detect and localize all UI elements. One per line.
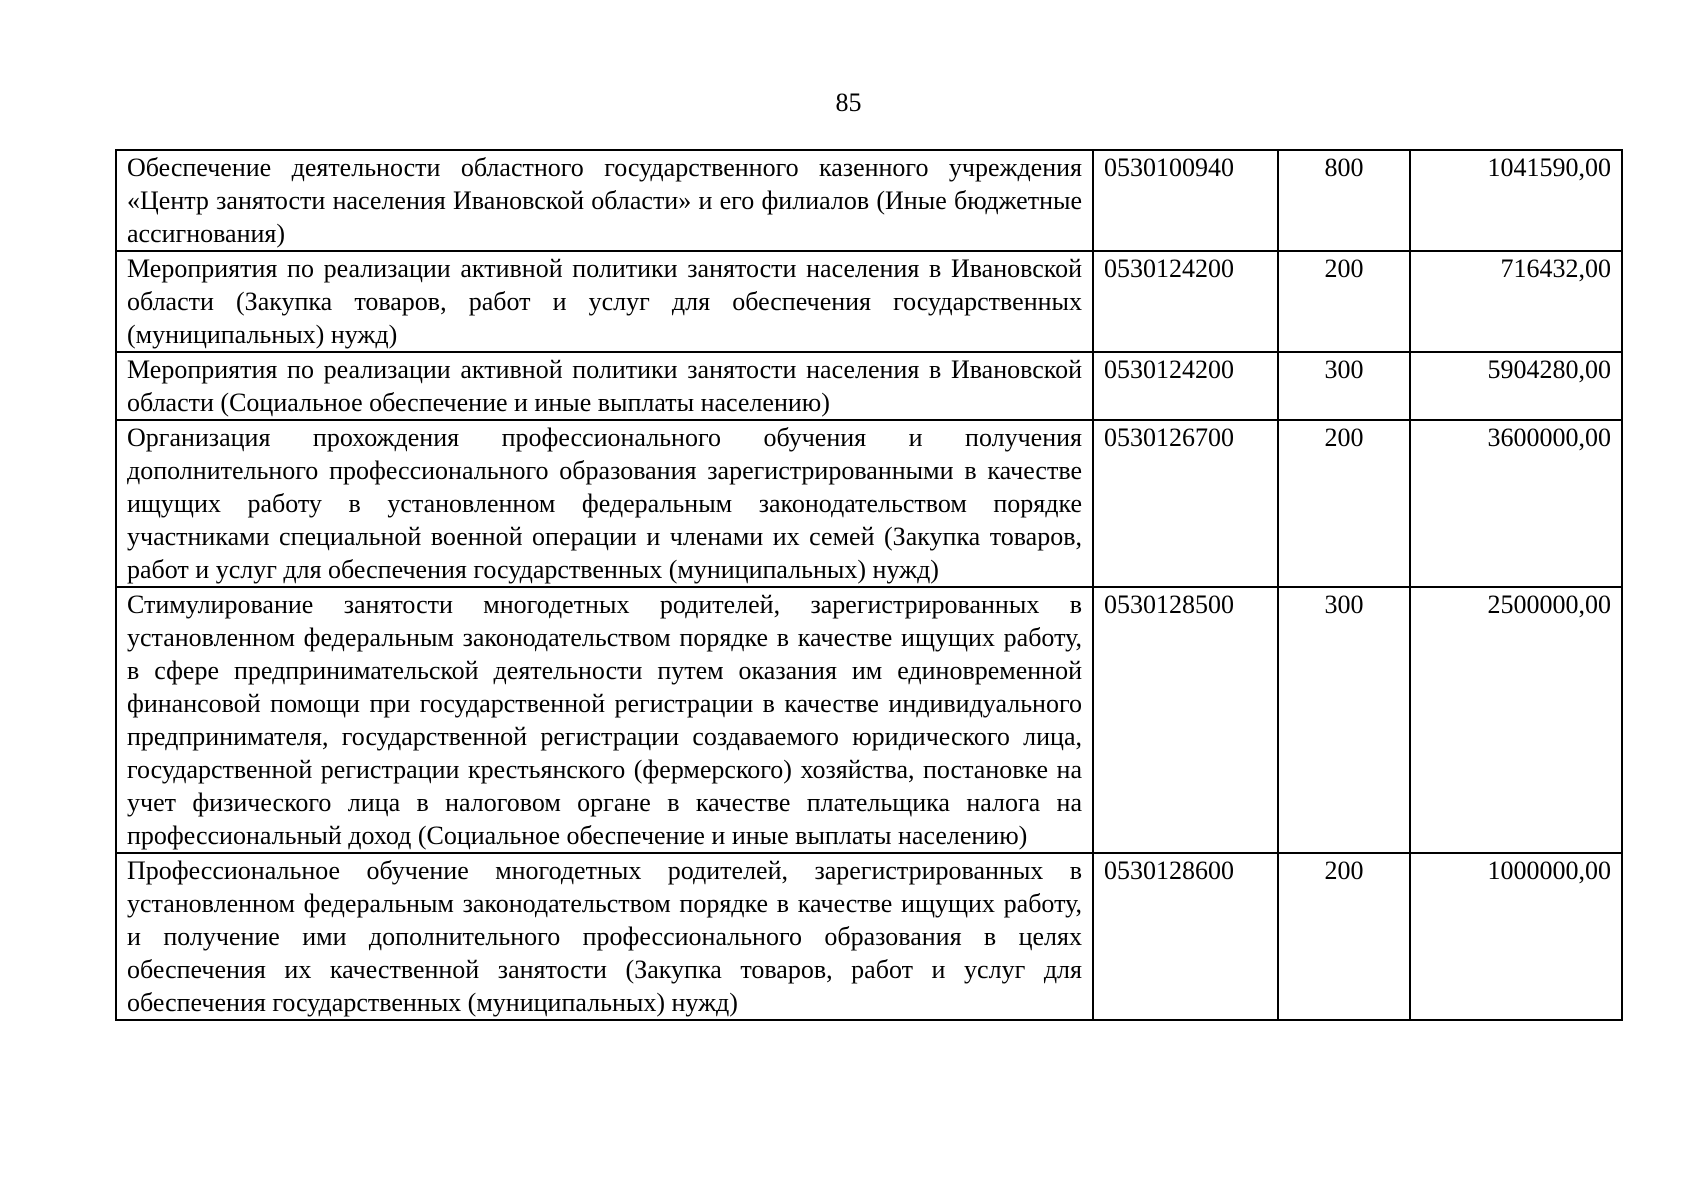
table-row	[116, 587, 1622, 853]
row-target-code: 0530126700	[1093, 420, 1278, 587]
row-description: Обеспечение деятельности областного государственного казенного учреждения «Центр занятости населения Ивановской области» и его филиалов (Иные бюджетные ассигнования)	[116, 150, 1093, 251]
table-row	[116, 251, 1622, 352]
row-target-code: 0530100940	[1093, 150, 1278, 251]
row-expense-type: 200	[1278, 420, 1410, 587]
row-description: Мероприятия по реализации активной политики занятости населения в Ивановской области (Закупка товаров, работ и услуг для обеспечения государственных (муниципальных) нужд)	[116, 251, 1093, 352]
row-target-code: 0530124200	[1093, 352, 1278, 420]
row-amount: 1000000,00	[1410, 853, 1622, 1020]
budget-table	[115, 149, 1623, 1021]
page-number: 85	[835, 88, 862, 117]
row-description: Организация прохождения профессионального обучения и получения дополнительного профессионального образования зарегистрированными в качестве ищущих работу в установленном федеральным законодательством порядке участниками специальной военной операции и членами их семей (Закупка товаров, работ и услуг для обеспечения государственных (муниципальных) нужд)	[116, 420, 1093, 587]
row-description: Профессиональное обучение многодетных родителей, зарегистрированных в установленном федеральным законодательством порядке в качестве ищущих работу, и получение ими дополнительного профессионального образования в целях обеспечения их качественной занятости (Закупка товаров, работ и услуг для обеспечения государственных (муниципальных) нужд)	[116, 853, 1093, 1020]
row-expense-type: 800	[1278, 150, 1410, 251]
row-description: Стимулирование занятости многодетных родителей, зарегистрированных в установленном федеральным законодательством порядке в качестве ищущих работу, в сфере предпринимательской деятельности путем оказания им единовременной финансовой помощи при государственной регистрации в качестве индивидуального предпринимателя, государственной регистрации создаваемого юридического лица, государственной регистрации крестьянского (фермерского) хозяйства, постановке на учет физического лица в налоговом органе в качестве плательщика налога на профессиональный доход (Социальное обеспечение и иные выплаты населению)	[116, 587, 1093, 853]
row-expense-type: 300	[1278, 587, 1410, 853]
row-target-code: 0530128600	[1093, 853, 1278, 1020]
row-description: Мероприятия по реализации активной политики занятости населения в Ивановской области (Социальное обеспечение и иные выплаты населению)	[116, 352, 1093, 420]
row-amount: 2500000,00	[1410, 587, 1622, 853]
row-expense-type: 300	[1278, 352, 1410, 420]
table-row	[116, 420, 1622, 587]
row-amount: 716432,00	[1410, 251, 1622, 352]
row-expense-type: 200	[1278, 853, 1410, 1020]
row-amount: 5904280,00	[1410, 352, 1622, 420]
row-target-code: 0530128500	[1093, 587, 1278, 853]
table-row	[116, 853, 1622, 1020]
row-expense-type: 200	[1278, 251, 1410, 352]
table-row	[116, 150, 1622, 251]
row-amount: 3600000,00	[1410, 420, 1622, 587]
row-target-code: 0530124200	[1093, 251, 1278, 352]
table-row	[116, 352, 1622, 420]
row-amount: 1041590,00	[1410, 150, 1622, 251]
